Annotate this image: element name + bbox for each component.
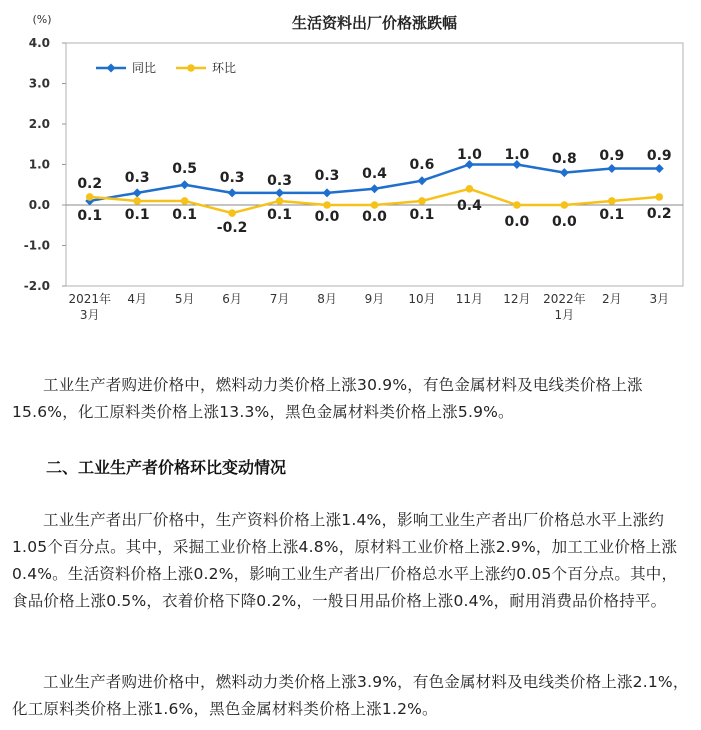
y-tick-label: 1.0 [28,157,50,172]
y-tick-label: 3.0 [28,76,50,91]
data-point [561,201,569,209]
y-tick-label: 0.0 [28,198,50,212]
legend-label: 同比 [132,61,157,75]
data-label: 0.2 [646,206,672,222]
x-tick-label: 2月 [601,292,622,306]
y-axis-unit-label: (%) [32,13,52,26]
x-tick-label: 6月 [222,292,242,306]
data-label: 0.1 [172,207,198,223]
data-point [655,164,664,173]
x-tick-label: 3月 [649,292,670,306]
data-point [86,193,94,201]
data-point [275,188,284,197]
data-label: 0.6 [409,157,435,173]
data-label: 0.4 [362,166,387,182]
x-tick-label: 3月 [79,308,100,322]
x-tick-label: 5月 [174,292,195,306]
x-tick-label: 8月 [317,292,337,306]
data-label: 0.3 [267,173,292,189]
data-point [276,197,284,205]
data-point [370,184,379,193]
section-heading-mom: 二、工业生产者价格环比变动情况 [46,458,287,477]
data-point [466,185,474,193]
legend-label: 环比 [212,61,237,75]
data-point [560,168,569,177]
data-label: 0.1 [409,207,435,223]
data-point [228,188,237,197]
y-tick-label: -2.0 [23,279,50,293]
data-point [417,176,426,185]
y-tick-label: 2.0 [28,117,50,131]
data-point [323,201,331,209]
data-point [133,188,142,197]
data-point [607,164,616,173]
data-label: 0.1 [267,207,292,223]
data-label: 0.8 [551,151,577,167]
data-point [323,188,332,197]
x-tick-label: 7月 [269,292,290,306]
x-tick-label: 2022年 [543,292,586,306]
data-label: -0.2 [216,220,248,236]
data-label: 0.0 [504,214,530,230]
paragraph-ex-factory-prices-mom: 工业生产者出厂价格中，生产资料价格上涨1.4%，影响工业生产者出厂价格总水平上涨约1.05个百分点。其中，采掘工业价格上涨4.8%，原材料工业价格上涨2.9%，加工工业价格上涨0.4%。生活资料价格上涨0.2%，影响工业生产者出厂价格总水平上涨约0.05个百分点。其中，食品价格上涨0.5%，衣着价格下降0.2%，一般日用品价格上涨0.4%，耐用消费品价格持平。 [12,511,678,610]
chart-title: 生活资料出厂价格涨跌幅 [291,14,458,32]
x-tick-label: 9月 [364,292,385,306]
data-label: 0.4 [457,198,482,214]
data-point [181,197,189,205]
data-point [608,197,616,205]
data-point [513,201,521,209]
data-label: 0.0 [362,209,387,225]
plot-frame [66,43,683,286]
x-tick-label: 12月 [503,292,531,306]
data-label: 0.1 [599,207,625,223]
data-point [180,180,189,189]
data-point [371,201,379,209]
data-label: 0.9 [646,148,672,164]
data-point [228,209,236,217]
data-label: 1.0 [457,147,482,163]
x-tick-label: 1月 [554,308,575,322]
data-label: 0.3 [314,168,340,184]
data-label: 0.0 [551,214,577,230]
data-point [418,197,426,205]
paragraph-purchase-prices-yoy: 工业生产者购进价格中，燃料动力类价格上涨30.9%，有色金属材料及电线类价格上涨15.6%，化工原料类价格上涨13.3%，黑色金属材料类价格上涨5.9%。 [12,376,643,421]
data-label: 0.9 [599,148,625,164]
x-tick-label: 11月 [455,292,484,306]
data-label: 0.5 [172,161,198,177]
paragraph-purchase-prices-mom: 工业生产者购进价格中，燃料动力类价格上涨3.9%，有色金属材料及电线类价格上涨2.1%，化工原料类价格上涨1.6%，黑色金属材料类价格上涨1.2%。 [12,673,689,718]
x-tick-label: 10月 [408,292,436,306]
data-label: 0.0 [314,209,340,225]
x-tick-label: 4月 [127,292,148,306]
chart-svg [0,0,701,345]
data-label: 0.1 [77,208,103,224]
data-label: 0.2 [77,176,103,192]
y-tick-label: 4.0 [28,36,50,50]
data-label: 0.3 [124,170,150,186]
data-label: 0.3 [219,170,245,186]
y-tick-label: -1.0 [23,238,50,253]
x-tick-label: 2021年 [68,292,112,306]
data-point [133,197,141,205]
data-label: 0.1 [124,207,150,223]
data-point [655,193,663,201]
price-change-chart [0,0,701,345]
legend-swatch-marker [107,64,116,73]
legend-swatch-marker [187,64,195,72]
data-label: 1.0 [504,147,530,163]
